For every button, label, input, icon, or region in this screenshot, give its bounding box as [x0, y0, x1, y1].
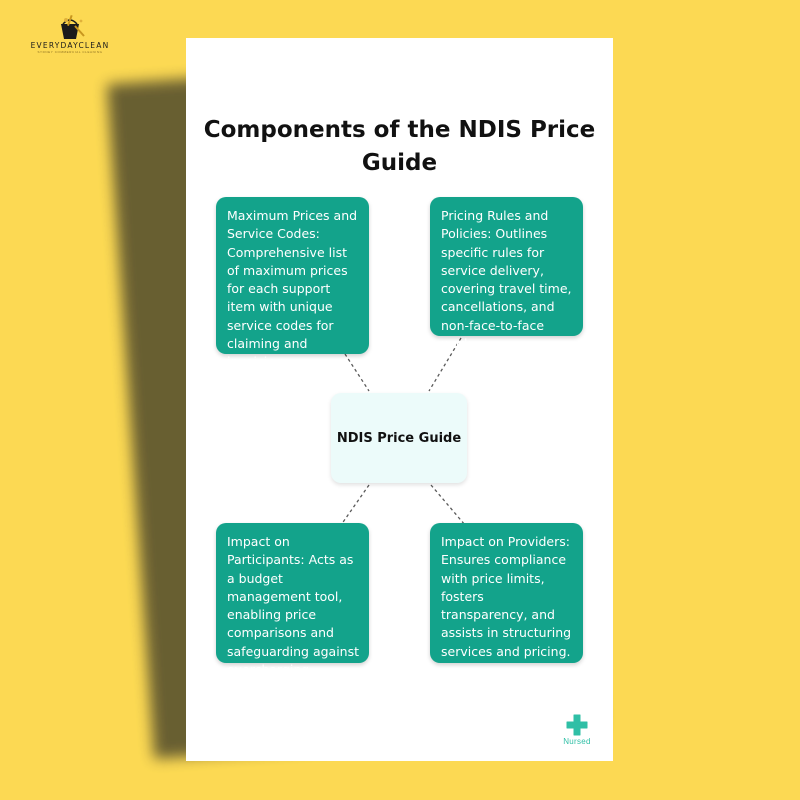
- connector-bottom-left: [341, 485, 369, 525]
- medical-cross-icon: [566, 714, 588, 736]
- center-node-label: NDIS Price Guide: [336, 430, 462, 446]
- center-node: [331, 393, 467, 483]
- page-title: Components of the NDIS Price Guide: [203, 117, 596, 176]
- connector-top-left: [345, 354, 369, 391]
- infographic-card: [186, 38, 613, 761]
- node-impact-participants: [216, 523, 369, 678]
- node-impact-providers-text: Impact on Providers: Ensures compliance with price limits, fosters transparency, and assists in structuring services and pricing.: [441, 534, 572, 659]
- node-maximum-prices: [216, 197, 369, 370]
- node-impact-providers: [430, 523, 583, 663]
- everydayclean-logo: [18, 14, 122, 58]
- node-pricing-rules: [430, 197, 583, 352]
- node-impact-participants-text: Impact on Participants: Acts as a budget management tool, enabling price comparisons and safeguarding against overcharging.: [227, 534, 360, 678]
- connector-bottom-right: [431, 485, 465, 525]
- node-maximum-prices-text: Maximum Prices and Service Codes: Comprehensive list of maximum prices for each support item with unique service codes for claiming and invoicing.: [227, 208, 358, 370]
- node-pricing-rules-text: Pricing Rules and Policies: Outlines specific rules for service delivery, covering travel time, cancellations, and non-face-to-face work.: [441, 208, 572, 352]
- nursed-name: Nursed: [563, 737, 591, 746]
- cleaning-bucket-icon: [53, 14, 87, 40]
- brand-tagline: SYDNEY COMMERCIAL CLEANING: [37, 50, 103, 54]
- brand-name: EVERYDAYCLEAN: [30, 41, 110, 50]
- nursed-logo: [560, 714, 594, 746]
